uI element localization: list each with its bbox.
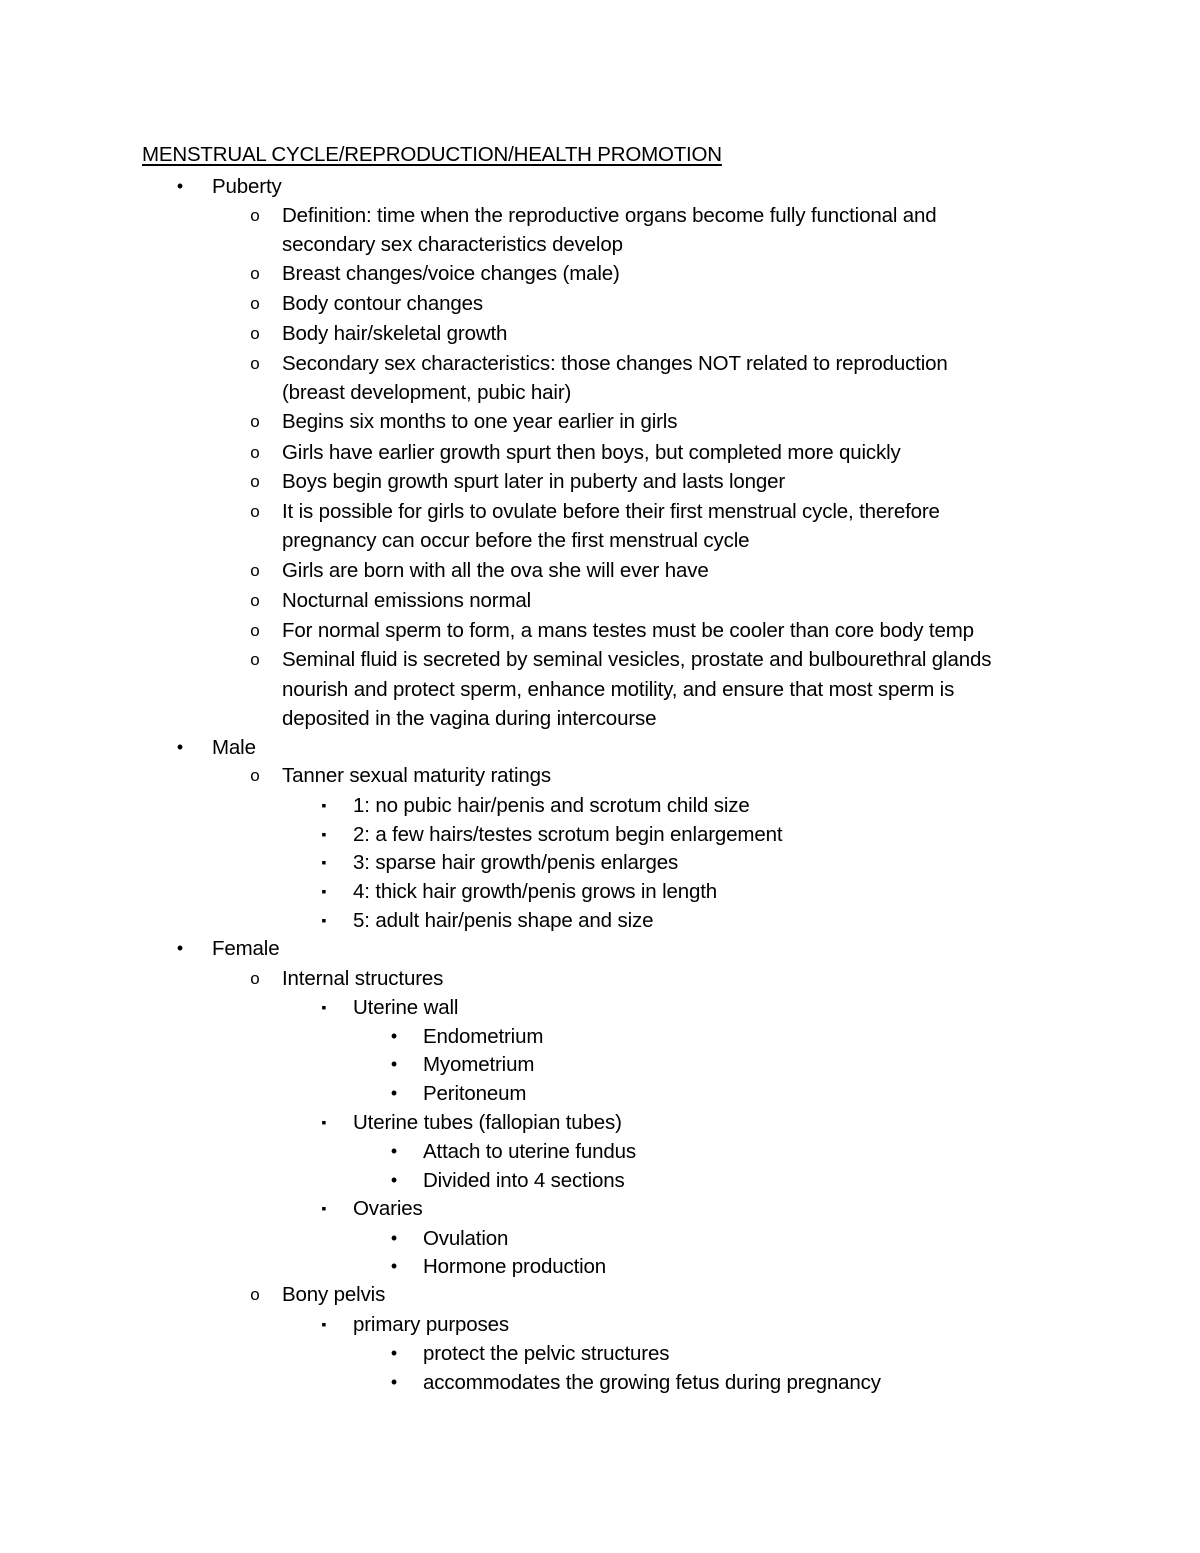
circle-bullet-icon: o xyxy=(250,1285,260,1304)
circle-bullet-icon: o xyxy=(250,206,260,225)
list-item: Boys begin growth spurt later in puberty and lasts longer xyxy=(282,470,786,493)
square-bullet-icon: ▪ xyxy=(321,999,327,1015)
list-subitem: 5: adult hair/penis shape and size xyxy=(353,909,654,932)
list-item: Nocturnal emissions normal xyxy=(282,589,532,612)
bullet-icon: • xyxy=(390,1228,398,1248)
list-item-continuation: (breast development, pubic hair) xyxy=(282,381,572,404)
square-bullet-icon: ▪ xyxy=(321,854,327,870)
list-point: Peritoneum xyxy=(423,1082,527,1105)
circle-bullet-icon: o xyxy=(250,766,260,785)
list-subitem: 1: no pubic hair/penis and scrotum child size xyxy=(353,794,750,817)
circle-bullet-icon: o xyxy=(250,472,260,491)
bullet-icon: • xyxy=(390,1141,398,1161)
list-point: Myometrium xyxy=(423,1053,535,1076)
square-bullet-icon: ▪ xyxy=(321,1114,327,1130)
section-heading: Female xyxy=(212,937,280,960)
list-item: For normal sperm to form, a mans testes must be cooler than core body temp xyxy=(282,619,974,642)
list-item: Begins six months to one year earlier in girls xyxy=(282,410,678,433)
circle-bullet-icon: o xyxy=(250,561,260,580)
bullet-icon: • xyxy=(390,1054,398,1074)
list-item: Internal structures xyxy=(282,967,444,990)
circle-bullet-icon: o xyxy=(250,412,260,431)
circle-bullet-icon: o xyxy=(250,502,260,521)
section-heading: Puberty xyxy=(212,175,282,198)
list-item: Tanner sexual maturity ratings xyxy=(282,764,551,787)
circle-bullet-icon: o xyxy=(250,324,260,343)
list-subitem: 2: a few hairs/testes scrotum begin enlargement xyxy=(353,823,783,846)
bullet-icon: • xyxy=(390,1170,398,1190)
list-point: Hormone production xyxy=(423,1255,607,1278)
list-item: Definition: time when the reproductive organs become fully functional and xyxy=(282,204,937,227)
bullet-icon: • xyxy=(390,1026,398,1046)
bullet-icon: • xyxy=(390,1083,398,1103)
circle-bullet-icon: o xyxy=(250,650,260,669)
list-item: It is possible for girls to ovulate before their first menstrual cycle, therefore xyxy=(282,500,940,523)
section-heading: Male xyxy=(212,736,256,759)
bullet-icon: • xyxy=(390,1256,398,1276)
square-bullet-icon: ▪ xyxy=(321,1200,327,1216)
list-point: Endometrium xyxy=(423,1025,544,1048)
list-item: Girls have earlier growth spurt then boys, but completed more quickly xyxy=(282,441,901,464)
list-point: protect the pelvic structures xyxy=(423,1342,670,1365)
list-item: Secondary sex characteristics: those changes NOT related to reproduction xyxy=(282,352,948,375)
circle-bullet-icon: o xyxy=(250,591,260,610)
list-item: Body contour changes xyxy=(282,292,483,315)
square-bullet-icon: ▪ xyxy=(321,1316,327,1332)
bullet-icon: • xyxy=(176,176,184,196)
list-point: Ovulation xyxy=(423,1227,509,1250)
circle-bullet-icon: o xyxy=(250,264,260,283)
list-item: Bony pelvis xyxy=(282,1283,386,1306)
bullet-icon: • xyxy=(390,1372,398,1392)
circle-bullet-icon: o xyxy=(250,621,260,640)
bullet-icon: • xyxy=(390,1343,398,1363)
list-point: Divided into 4 sections xyxy=(423,1169,625,1192)
list-item: Seminal fluid is secreted by seminal vesicles, prostate and bulbourethral glands xyxy=(282,648,992,671)
circle-bullet-icon: o xyxy=(250,443,260,462)
list-subitem: Uterine tubes (fallopian tubes) xyxy=(353,1111,622,1134)
list-item-continuation: deposited in the vagina during intercourse xyxy=(282,707,657,730)
list-subitem: Ovaries xyxy=(353,1197,423,1220)
bullet-icon: • xyxy=(176,737,184,757)
bullet-icon: • xyxy=(176,938,184,958)
document-title: MENSTRUAL CYCLE/REPRODUCTION/HEALTH PROMOTION xyxy=(142,143,722,166)
list-point: Attach to uterine fundus xyxy=(423,1140,636,1163)
list-point: accommodates the growing fetus during pregnancy xyxy=(423,1371,881,1394)
list-subitem: 4: thick hair growth/penis grows in length xyxy=(353,880,718,903)
list-item: Breast changes/voice changes (male) xyxy=(282,262,620,285)
circle-bullet-icon: o xyxy=(250,969,260,988)
list-item-continuation: pregnancy can occur before the first menstrual cycle xyxy=(282,529,750,552)
list-subitem: primary purposes xyxy=(353,1313,509,1336)
square-bullet-icon: ▪ xyxy=(321,912,327,928)
square-bullet-icon: ▪ xyxy=(321,826,327,842)
square-bullet-icon: ▪ xyxy=(321,797,327,813)
square-bullet-icon: ▪ xyxy=(321,883,327,899)
circle-bullet-icon: o xyxy=(250,294,260,313)
list-item-continuation: secondary sex characteristics develop xyxy=(282,233,623,256)
circle-bullet-icon: o xyxy=(250,354,260,373)
list-item: Body hair/skeletal growth xyxy=(282,322,508,345)
list-item: Girls are born with all the ova she will ever have xyxy=(282,559,709,582)
list-subitem: 3: sparse hair growth/penis enlarges xyxy=(353,851,679,874)
list-item-continuation: nourish and protect sperm, enhance motility, and ensure that most sperm is xyxy=(282,678,955,701)
list-subitem: Uterine wall xyxy=(353,996,459,1019)
